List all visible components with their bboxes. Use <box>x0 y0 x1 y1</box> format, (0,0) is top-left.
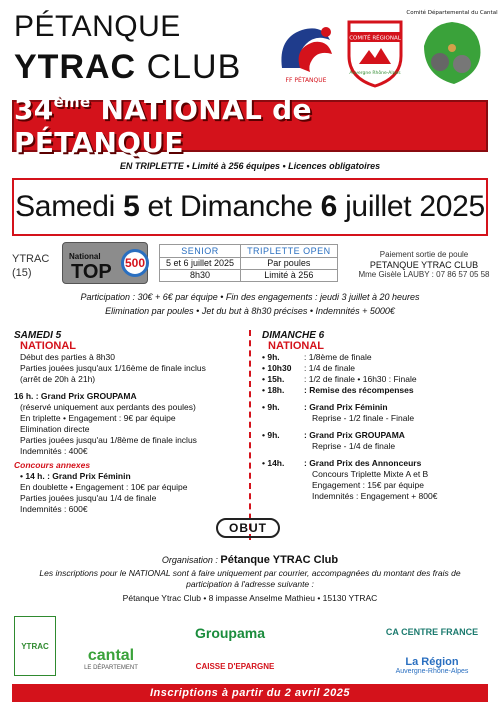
format-subtitle: EN TRIPLETTE • Limité à 256 équipes • Licences obligatoires <box>119 161 381 171</box>
schedule-time: • 15h. <box>262 374 285 384</box>
club-name <box>14 48 241 87</box>
payment-info <box>356 250 492 280</box>
date-day2: 6 <box>320 190 338 223</box>
saturday-gp-line: (réservé uniquement aux perdants des poules) <box>20 402 196 412</box>
concours-annexes-title: Concours annexes <box>14 460 91 470</box>
payment-line3: Mme Gisèle LAUBY : 07 86 57 05 58 <box>358 270 490 279</box>
comite-regional-shield-logo <box>345 18 405 88</box>
date-middle: et Dimanche <box>139 190 321 223</box>
inscriptions-note: Les inscriptions pour le NATIONAL sont à faire uniquement par courrier, accompagnées du montant des frais de participation à l'adresse suivante : <box>39 568 461 589</box>
date-suffix: juillet 2025 <box>337 190 485 223</box>
shield-logo-text: COMITÉ RÉGIONAL <box>349 35 401 42</box>
sunday-gp-title: : Grand Prix GROUPAMA <box>304 430 405 440</box>
participation-info: Participation : 30€ + 6€ par équipe • Fin des engagements : jeudi 3 juillet à 20 heures <box>80 292 420 302</box>
event-dates <box>15 190 485 224</box>
obut-logo: OBUT <box>216 518 280 538</box>
location <box>12 252 49 280</box>
schedule-row <box>262 363 492 374</box>
sponsor-caisse-epargne-logo: CAISSE D'EPARGNE <box>195 661 275 671</box>
schedule-time: • 14h. <box>262 458 285 468</box>
schedule-row <box>262 352 492 363</box>
saturday-gp-line: Parties jouées jusqu'au 1/8ème de finale inclus <box>20 435 197 445</box>
saturday-feminin-title: • 14 h. : Grand Prix Féminin <box>20 471 131 481</box>
saturday-gp-line: Elimination directe <box>20 424 90 434</box>
payment-line1: Paiement sortie de poule <box>379 250 469 259</box>
saturday-feminin-line: Parties jouées jusqu'au 1/4 de finale <box>20 493 157 503</box>
schedule-time: • 9h. <box>262 352 280 362</box>
sponsor-ytrac-logo: YTRAC <box>14 616 56 676</box>
saturday-gp-line: Indemnités : 400€ <box>20 446 88 456</box>
sunday-day-label: DIMANCHE 6 <box>262 330 325 341</box>
comite-cantal-logo <box>406 6 498 90</box>
date-prefix: Samedi <box>15 190 124 223</box>
cantal-logo-text: Comité Départemental du Cantal <box>406 10 498 16</box>
club-title: PÉTANQUE <box>14 10 181 43</box>
organisation-name: Pétanque YTRAC Club <box>220 554 339 566</box>
sunday-feminin-row <box>262 402 492 413</box>
ffpjp-rooster-logo <box>272 18 340 86</box>
schedule-text: : 1/8ème de finale <box>304 352 372 362</box>
category-table <box>159 244 338 282</box>
club-address: Pétanque Ytrac Club • 8 impasse Anselme Mathieu • 15130 YTRAC <box>122 593 378 603</box>
sponsor-credit-agricole-logo: CA CENTRE FRANCE <box>385 627 479 637</box>
event-title-banner <box>12 93 488 159</box>
location-dept: (15) <box>12 267 32 279</box>
schedule-row <box>262 374 492 385</box>
sunday-annonceurs-row <box>262 458 492 469</box>
schedule-row <box>262 385 492 396</box>
event-edition-suffix: ème <box>53 93 91 111</box>
top500-top-label: TOP <box>71 261 112 283</box>
sunday-feminin-title: : Grand Prix Féminin <box>304 402 388 412</box>
schedule-time: • 9h. <box>262 430 280 440</box>
sponsor-region-logo <box>376 650 488 680</box>
schedule-text: : Remise des récompenses <box>304 385 414 395</box>
saturday-gp-groupama-title: 16 h. : Grand Prix GROUPAMA <box>14 391 137 401</box>
cantal-sponsor-sub: LE DÉPARTEMENT <box>84 665 138 671</box>
category-cell: Limité à 256 <box>241 270 338 282</box>
event-edition-number: 34 <box>14 93 54 126</box>
category-cell: 8h30 <box>160 270 241 282</box>
club-name-bold: YTRAC <box>14 48 137 86</box>
saturday-feminin-line: Indemnités : 600€ <box>20 504 88 514</box>
top500-number: 500 <box>121 249 149 277</box>
event-title <box>14 93 486 159</box>
elimination-info: Elimination par poules • Jet du but à 8h30 précises • Indemnités + 5000€ <box>105 306 395 316</box>
region-sponsor-sub: Auvergne-Rhône-Alpes <box>395 667 469 675</box>
saturday-gp-line: En triplette • Engagement : 9€ par équipe <box>20 413 176 423</box>
date-day1: 5 <box>123 190 140 223</box>
rooster-logo-text: FF PÉTANQUE <box>285 77 327 84</box>
schedule-text: : 1/4 de finale <box>304 363 356 373</box>
location-city: YTRAC <box>12 253 50 265</box>
saturday-national-line: Parties jouées jusqu'aux 1/16ème de finale inclus <box>20 363 206 373</box>
category-cell: Par poules <box>241 258 338 270</box>
schedule-time: • 18h. <box>262 385 285 395</box>
club-name-suffix: CLUB <box>146 48 242 86</box>
category-header-senior: SENIOR <box>160 245 241 258</box>
cantal-sponsor-name: cantal <box>87 647 135 664</box>
region-sponsor-name: La Région <box>405 655 459 668</box>
shield-logo-subtext: Auvergne Rhône-Alpes <box>349 71 401 76</box>
sunday-gp-row <box>262 430 492 441</box>
schedule-time: • 9h. <box>262 402 280 412</box>
category-cell: 5 et 6 juillet 2025 <box>160 258 241 270</box>
sunday-feminin-line: Reprise - 1/2 finale - Finale <box>312 413 415 423</box>
national-top500-badge <box>62 242 148 284</box>
saturday-schedule <box>14 330 242 515</box>
sunday-annonceurs-line: Engagement : 15€ par équipe <box>312 480 425 490</box>
saturday-feminin-line: En doublette • Engagement : 10€ par équipe <box>20 482 188 492</box>
organisation <box>0 554 500 566</box>
sunday-schedule <box>262 330 492 502</box>
dates-box <box>12 178 488 236</box>
inscriptions-banner: Inscriptions à partir du 2 avril 2025 <box>12 684 488 702</box>
schedule-time: • 10h30 <box>262 363 292 373</box>
organisation-label: Organisation : <box>161 555 221 565</box>
sponsor-groupama-logo: Groupama <box>194 625 265 641</box>
sunday-annonceurs-line: Concours Triplette Mixte A et B <box>312 469 429 479</box>
saturday-national-line: Début des parties à 8h30 <box>20 352 115 362</box>
sunday-national-title: NATIONAL <box>268 340 325 352</box>
sunday-gp-line: Reprise - 1/4 de finale <box>312 441 396 451</box>
saturday-national-title: NATIONAL <box>20 340 77 352</box>
sponsor-cantal-logo <box>66 640 156 678</box>
payment-line2: PETANQUE YTRAC CLUB <box>369 260 479 270</box>
sunday-annonceurs-title: : Grand Prix des Annonceurs <box>304 458 422 468</box>
saturday-day-label: SAMEDI 5 <box>14 330 62 341</box>
schedule-text: : 1/2 de finale • 16h30 : Finale <box>304 374 417 384</box>
column-divider <box>249 330 251 540</box>
saturday-national-line: (arrêt de 20h à 21h) <box>20 374 96 384</box>
event-title-text: NATIONAL de PÉTANQUE <box>14 93 312 159</box>
sunday-annonceurs-line: Indemnités : Engagement + 800€ <box>312 491 438 501</box>
category-header-triplette: TRIPLETTE OPEN <box>241 245 338 258</box>
top500-national-label: National <box>69 252 101 261</box>
